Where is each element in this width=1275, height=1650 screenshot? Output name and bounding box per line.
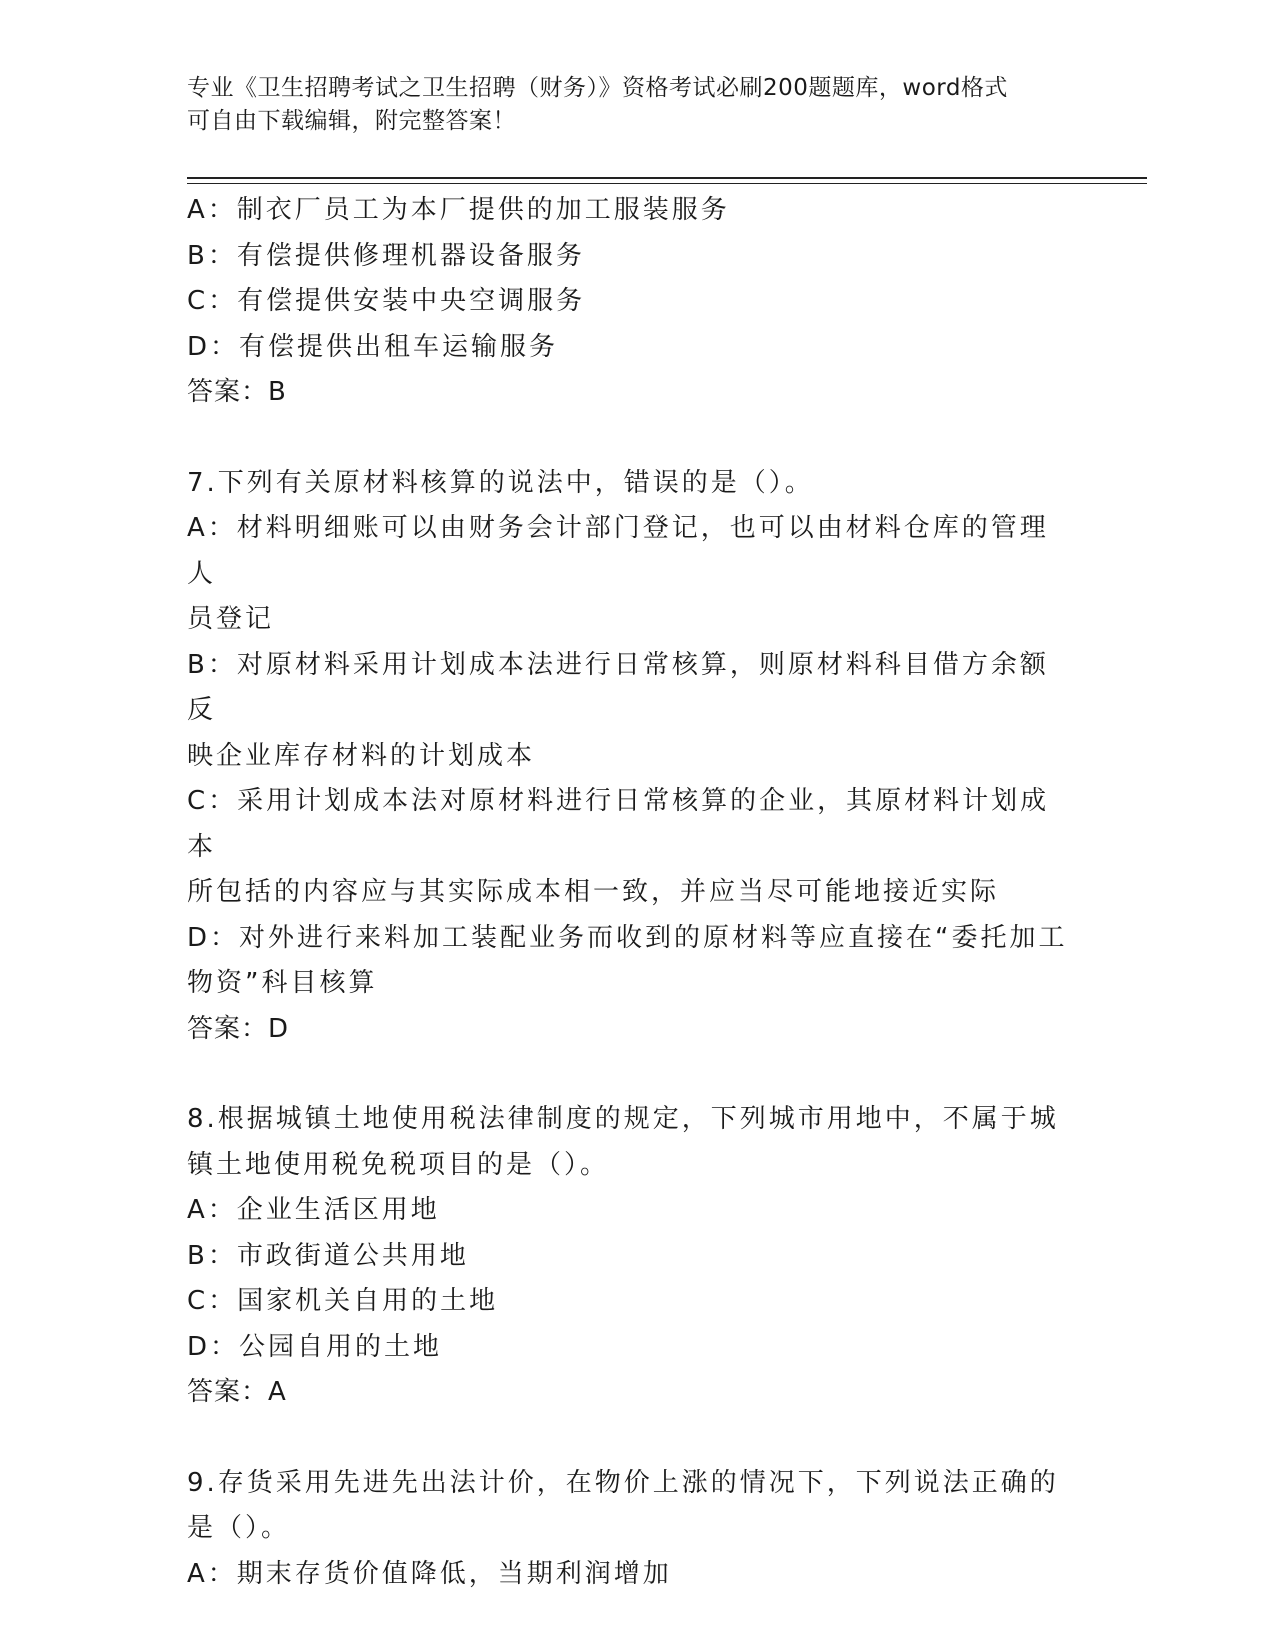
q6-answer: 答案：B — [187, 377, 287, 407]
spacer — [187, 416, 1077, 461]
q6-option-b: B：有偿提供修理机器设备服务 — [187, 240, 585, 271]
question-list — [187, 188, 1077, 1597]
q7-stem: 7.下列有关原材料核算的说法中，错误的是（）。 — [187, 467, 814, 498]
q9-stem-line-1: 9.存货采用先进先出法计价，在物价上涨的情况下，下列说法正确的 — [187, 1467, 1059, 1498]
q9-stem-line-2: 是（）。 — [187, 1513, 291, 1543]
q8-answer: 答案：A — [187, 1377, 287, 1407]
q7-option-c-line-1: C：采用计划成本法对原材料进行日常核算的企业，其原材料计划成本 — [187, 786, 1050, 862]
question-9-block — [187, 1461, 1077, 1598]
q7-option-a-line-2: 员登记 — [187, 604, 275, 634]
q7-answer: 答案：D — [187, 1013, 290, 1044]
q7-option-d-line-2: 物资”科目核算 — [187, 968, 378, 998]
q6-option-c: C：有偿提供安装中央空调服务 — [187, 286, 586, 316]
spacer — [187, 1052, 1077, 1097]
q8-option-a: A：企业生活区用地 — [187, 1195, 440, 1225]
q7-option-c-line-2: 所包括的内容应与其实际成本相一致，并应当尽可能地接近实际 — [187, 877, 1000, 907]
header-line-2: 可自由下载编辑，附完整答案！ — [187, 108, 516, 134]
q7-option-d-line-1: D：对外进行来料加工装配业务而收到的原材料等应直接在“委托加工 — [187, 922, 1068, 953]
header-divider-thin — [187, 183, 1147, 184]
q8-option-b: B：市政街道公共用地 — [187, 1240, 469, 1271]
document-header — [187, 72, 1067, 138]
q7-option-a-line-1: A：材料明细账可以由财务会计部门登记，也可以由材料仓库的管理人 — [187, 513, 1049, 589]
header-line-1: 专业《卫生招聘考试之卫生招聘（财务）》资格考试必刷200题题库，word格式 — [187, 75, 1008, 101]
q8-option-c: C：国家机关自用的土地 — [187, 1286, 499, 1316]
question-6-block — [187, 188, 1077, 416]
spacer — [187, 1416, 1077, 1461]
q7-option-b-line-2: 映企业库存材料的计划成本 — [187, 740, 536, 771]
header-divider-thick — [187, 177, 1147, 179]
question-7-block — [187, 461, 1077, 1053]
q8-option-d: D：公园自用的土地 — [187, 1331, 443, 1362]
question-8-block — [187, 1097, 1077, 1416]
q7-option-b-line-1: B：对原材料采用计划成本法进行日常核算，则原材料科目借方余额反 — [187, 649, 1049, 725]
q6-option-a: A：制衣厂员工为本厂提供的加工服装服务 — [187, 195, 730, 225]
q6-option-d: D：有偿提供出租车运输服务 — [187, 331, 559, 362]
q8-stem-line-1: 8.根据城镇土地使用税法律制度的规定，下列城市用地中，不属于城 — [187, 1104, 1059, 1134]
q9-option-a: A：期末存货价值降低，当期利润增加 — [187, 1558, 672, 1589]
q8-stem-line-2: 镇土地使用税免税项目的是（）。 — [187, 1149, 610, 1180]
